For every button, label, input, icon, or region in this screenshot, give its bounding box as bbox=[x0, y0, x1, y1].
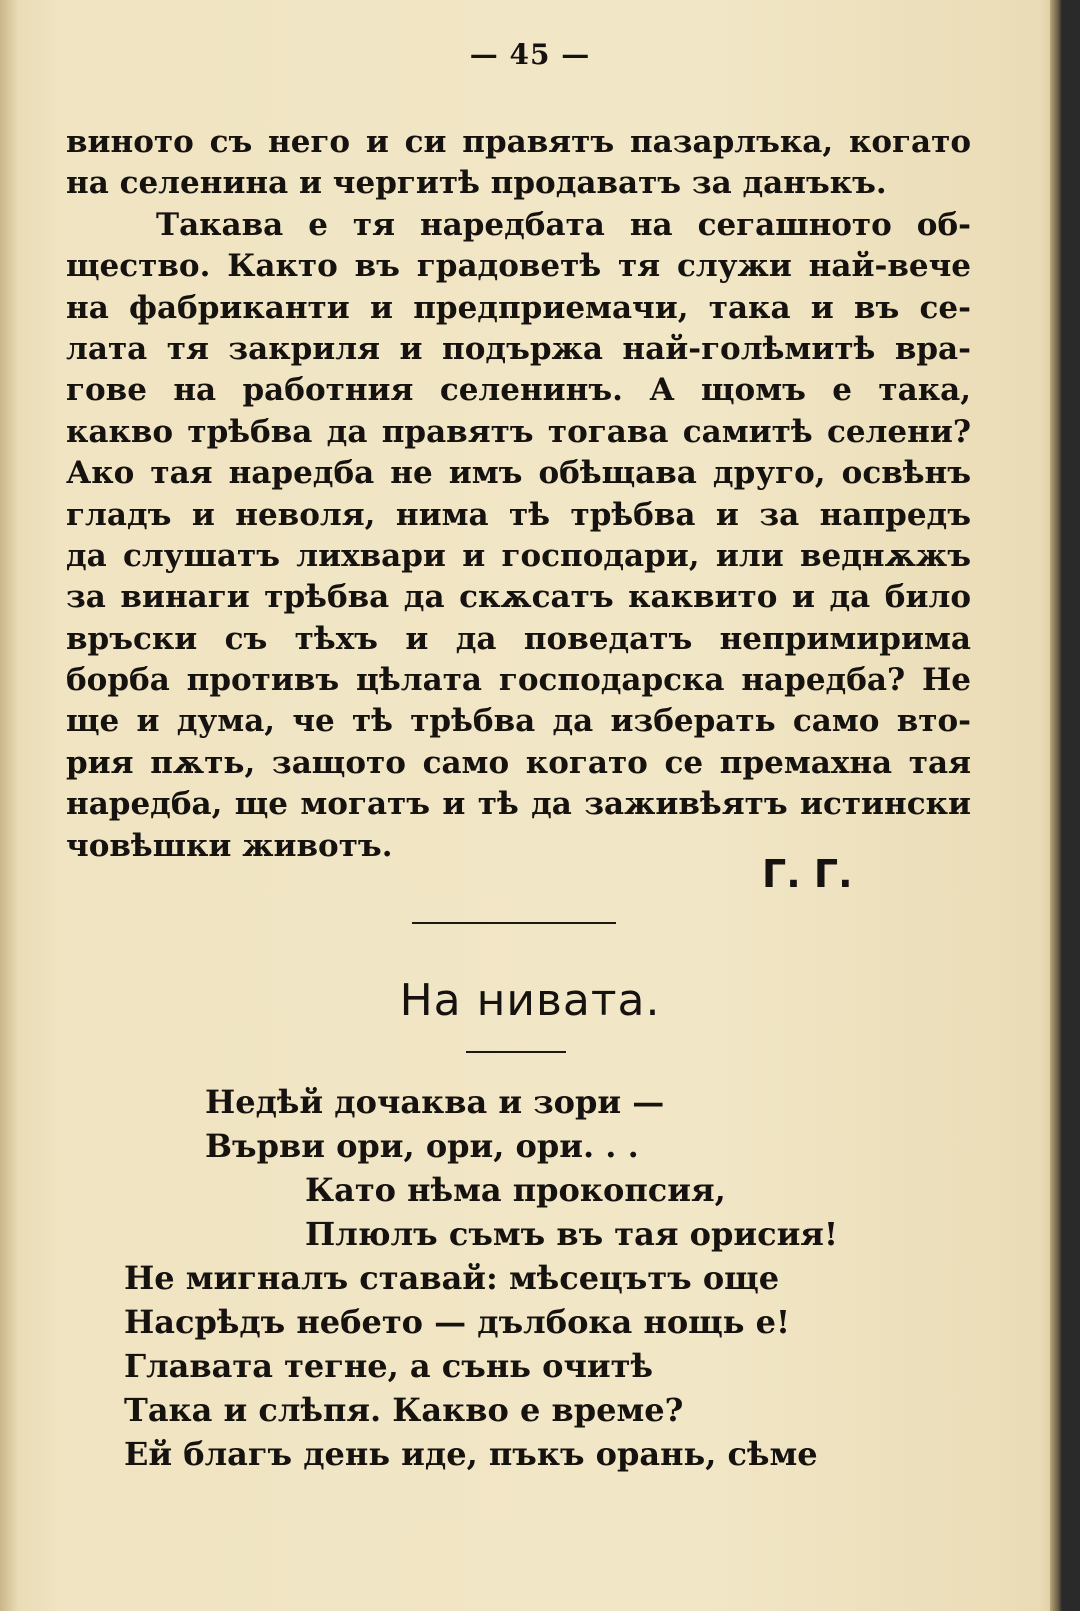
poem-line: Недѣй дочаква и зори — bbox=[205, 1083, 665, 1121]
title-underline bbox=[466, 1051, 566, 1053]
poem-line: Така и слѣпя. Какво е време? bbox=[124, 1391, 684, 1429]
prose-block bbox=[66, 122, 971, 867]
prose-line: Такава е тя наредбата на сегашното об- bbox=[156, 206, 971, 243]
prose-line: виното съ него и си правятъ пазарлъка, когато bbox=[66, 124, 971, 160]
prose-line: рия пѫть, защото само когато се премахна тая bbox=[66, 744, 971, 781]
section-divider bbox=[412, 922, 616, 924]
prose-line: какво трѣбва да правятъ тогава самитѣ селени? bbox=[66, 413, 971, 450]
prose-line: лата тя закриля и подържа най-голѣмитѣ вра- bbox=[66, 330, 971, 367]
prose-line: ще и дума, че тѣ трѣбва да изберать само вто- bbox=[66, 703, 971, 740]
prose-line: да слушатъ лихвари и господари, или веднѫжъ bbox=[66, 537, 971, 574]
poem-title: На нивата. bbox=[399, 975, 661, 1026]
poem-line: Ей благъ день иде, пъкъ орань, сѣме bbox=[124, 1435, 818, 1473]
prose-line: наредба, ще могатъ и тѣ да заживѣятъ истински bbox=[66, 786, 971, 823]
prose-line: щество. Както въ градоветѣ тя служи най-вече bbox=[66, 248, 971, 285]
prose-line: гладъ и неволя, нима тѣ трѣбва и за напредъ bbox=[66, 496, 971, 533]
page-number: — 45 — bbox=[469, 38, 591, 71]
poem-line: Насрѣдъ небето — дълбока нощь е! bbox=[124, 1303, 791, 1341]
poem-line: Като нѣма прокопсия, bbox=[305, 1171, 726, 1209]
prose-line: на селенина и чергитѣ продаватъ за данъкъ. bbox=[66, 165, 887, 202]
prose-line: Ако тая наредба не имъ обѣщава друго, освѣнъ bbox=[66, 455, 971, 492]
poem-line: Върви ори, ори, ори. . . bbox=[205, 1127, 639, 1165]
author-signature: Г. Г. bbox=[762, 852, 853, 896]
poem-line: Не мигналъ ставай: мѣсецътъ още bbox=[124, 1259, 780, 1297]
prose-line: борба противъ цѣлата господарска наредба? Не bbox=[66, 662, 971, 699]
prose-line: гове на работния селенинъ. А щомъ е така, bbox=[66, 372, 971, 409]
prose-line: за винаги трѣбва да скѫсатъ каквито и да било bbox=[66, 579, 971, 616]
poem-line: Главата тегне, а сънь очитѣ bbox=[124, 1347, 653, 1385]
prose-line: връски съ тѣхъ и да поведатъ непримирима bbox=[66, 620, 971, 657]
prose-line: човѣшки животъ. bbox=[66, 827, 393, 864]
poem-line: Плюлъ съмъ въ тая орисия! bbox=[305, 1215, 838, 1253]
page-edge bbox=[1050, 0, 1080, 1611]
prose-line: на фабриканти и предприемачи, така и въ се- bbox=[66, 289, 971, 326]
